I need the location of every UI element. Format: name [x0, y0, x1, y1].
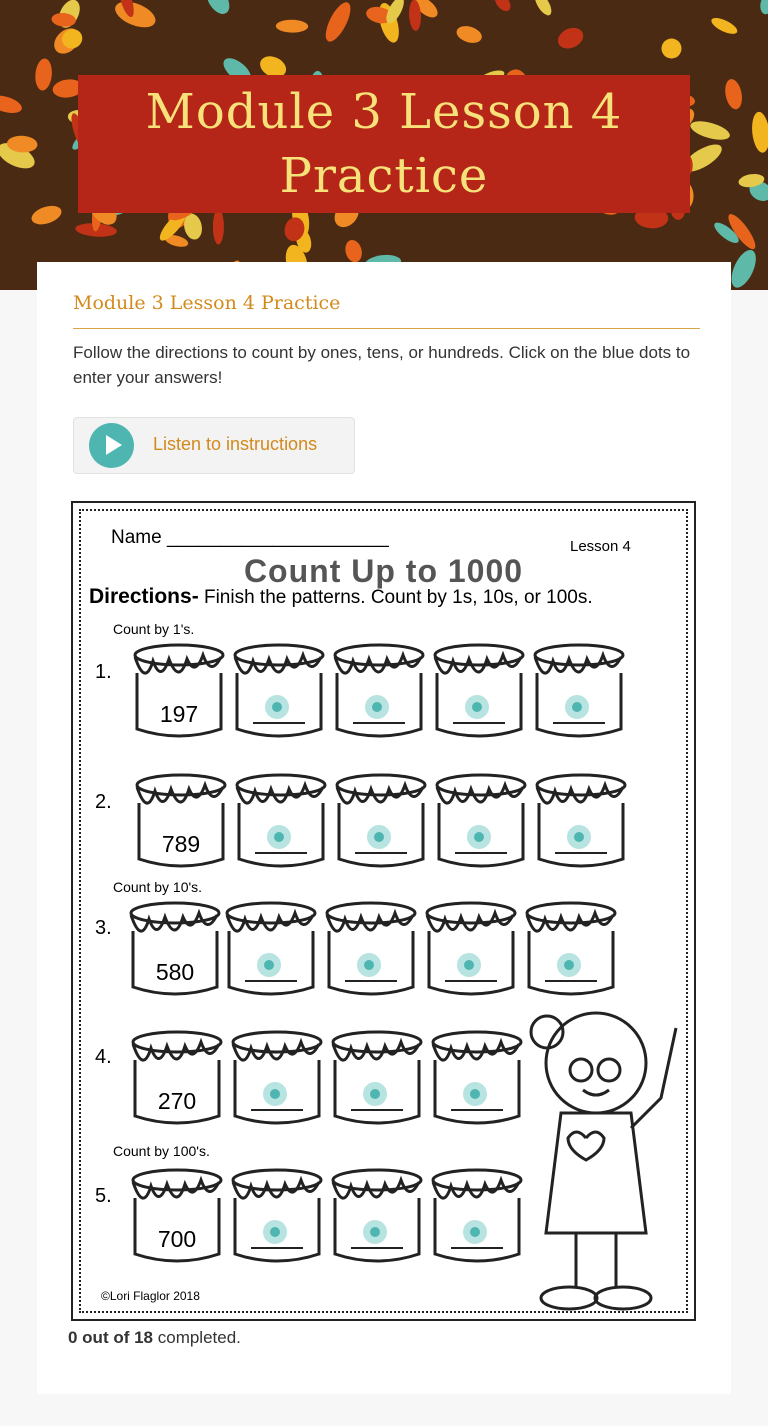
answer-dot-center[interactable] [270, 1089, 280, 1099]
problem-number: 2. [95, 791, 112, 813]
answer-dot-center[interactable] [470, 1227, 480, 1237]
worksheet-card [37, 262, 731, 1394]
directions-label: Directions- [89, 585, 199, 608]
leaf-shape [723, 78, 745, 111]
paint-can-blank [227, 903, 315, 994]
paint-can-blank [535, 645, 623, 736]
worksheet-subtitle: Module 3 Lesson 4 Practice [73, 292, 341, 314]
paint-can-blank [233, 1170, 321, 1261]
listen-button[interactable] [73, 417, 355, 474]
answer-dot-center[interactable] [572, 702, 582, 712]
answer-dot-center[interactable] [372, 702, 382, 712]
paint-can-start [133, 1032, 221, 1123]
leaf-shape [34, 58, 53, 91]
paint-can-blank [235, 645, 323, 736]
answer-dot-center[interactable] [474, 832, 484, 842]
progress-suffix: completed. [153, 1328, 241, 1347]
leaf-shape [29, 202, 64, 227]
problem-number: 4. [95, 1046, 112, 1068]
answer-dot-center[interactable] [270, 1227, 280, 1237]
leaf-shape [727, 246, 761, 290]
paint-can-blank [327, 903, 415, 994]
paint-can-start [135, 645, 223, 736]
answer-dot-center[interactable] [370, 1227, 380, 1237]
answer-dot-center[interactable] [574, 832, 584, 842]
progress-text [68, 1328, 241, 1348]
leaf-shape [276, 20, 309, 33]
section-label-hundreds: Count by 100's. [113, 1143, 210, 1159]
paint-can-start [131, 903, 219, 994]
leaf-shape [758, 0, 768, 16]
paint-can-blank [527, 903, 615, 994]
subtitle-divider [73, 328, 700, 329]
answer-dot-center[interactable] [470, 1089, 480, 1099]
answer-dot-center[interactable] [364, 960, 374, 970]
paint-can-blank [433, 1170, 521, 1261]
answer-dot-center[interactable] [370, 1089, 380, 1099]
lesson-label: Lesson 4 [570, 538, 631, 555]
problem-number: 3. [95, 917, 112, 939]
section-label-ones: Count by 1's. [113, 621, 195, 637]
leaf-shape [750, 111, 768, 154]
leaf-shape [321, 0, 355, 45]
directions-text: Finish the patterns. Count by 1s, 10s, or 100s. [198, 587, 593, 608]
leaf-shape [492, 0, 514, 14]
start-number: 270 [157, 1088, 197, 1114]
copyright-text: ©Lori Flaglor 2018 [101, 1289, 200, 1303]
paint-can-blank [433, 1032, 521, 1123]
start-number: 197 [159, 701, 199, 727]
paint-can-start [133, 1170, 221, 1261]
leaf-shape [202, 0, 234, 18]
paint-can-start [137, 775, 225, 866]
paint-can-blank [427, 903, 515, 994]
answer-dot-center[interactable] [374, 832, 384, 842]
leaf-shape [213, 209, 224, 245]
leaf-shape [555, 24, 587, 53]
leaf-shape [0, 92, 24, 116]
leaf-shape [532, 0, 555, 18]
play-icon[interactable] [89, 423, 134, 468]
leaf-shape [688, 118, 731, 144]
worksheet-image [71, 501, 696, 1321]
listen-label: Listen to instructions [153, 434, 318, 454]
leaf-shape [709, 15, 739, 37]
name-line: Name _____________________ [111, 527, 389, 548]
answer-dot-center[interactable] [464, 960, 474, 970]
leaf-shape [454, 23, 483, 46]
start-number: 789 [161, 831, 201, 857]
answer-dot-center[interactable] [472, 702, 482, 712]
paint-can-blank [233, 1032, 321, 1123]
section-label-tens: Count by 10's. [113, 879, 203, 895]
leaf-shape [112, 0, 160, 32]
paint-can-blank [337, 775, 425, 866]
instructions-text: Follow the directions to count by ones, tens, or hundreds. Click on the blue dots to enter your answers! [73, 343, 691, 387]
leaf-shape [661, 38, 681, 58]
paint-can-blank [537, 775, 625, 866]
paint-can-blank [437, 775, 525, 866]
paint-can-blank [435, 645, 523, 736]
paint-can-blank [237, 775, 325, 866]
page-title: Module 3 Lesson 4 Practice [78, 75, 690, 213]
leaf-shape [343, 238, 364, 264]
autumn-leaves-banner [0, 0, 768, 290]
paint-can-blank [335, 645, 423, 736]
answer-dot-center[interactable] [272, 702, 282, 712]
paint-can-blank [333, 1170, 421, 1261]
problem-number: 5. [95, 1185, 112, 1207]
answer-dot-center[interactable] [264, 960, 274, 970]
paint-can-blank [333, 1032, 421, 1123]
progress-count: 0 out of 18 [68, 1328, 154, 1347]
problem-number: 1. [95, 661, 112, 683]
answer-dot-center[interactable] [274, 832, 284, 842]
girl-painter-illustration [521, 998, 701, 1318]
start-number: 700 [157, 1226, 197, 1252]
start-number: 580 [155, 959, 195, 985]
worksheet-title: Count Up to 1000 [243, 553, 524, 589]
answer-dot-center[interactable] [564, 960, 574, 970]
